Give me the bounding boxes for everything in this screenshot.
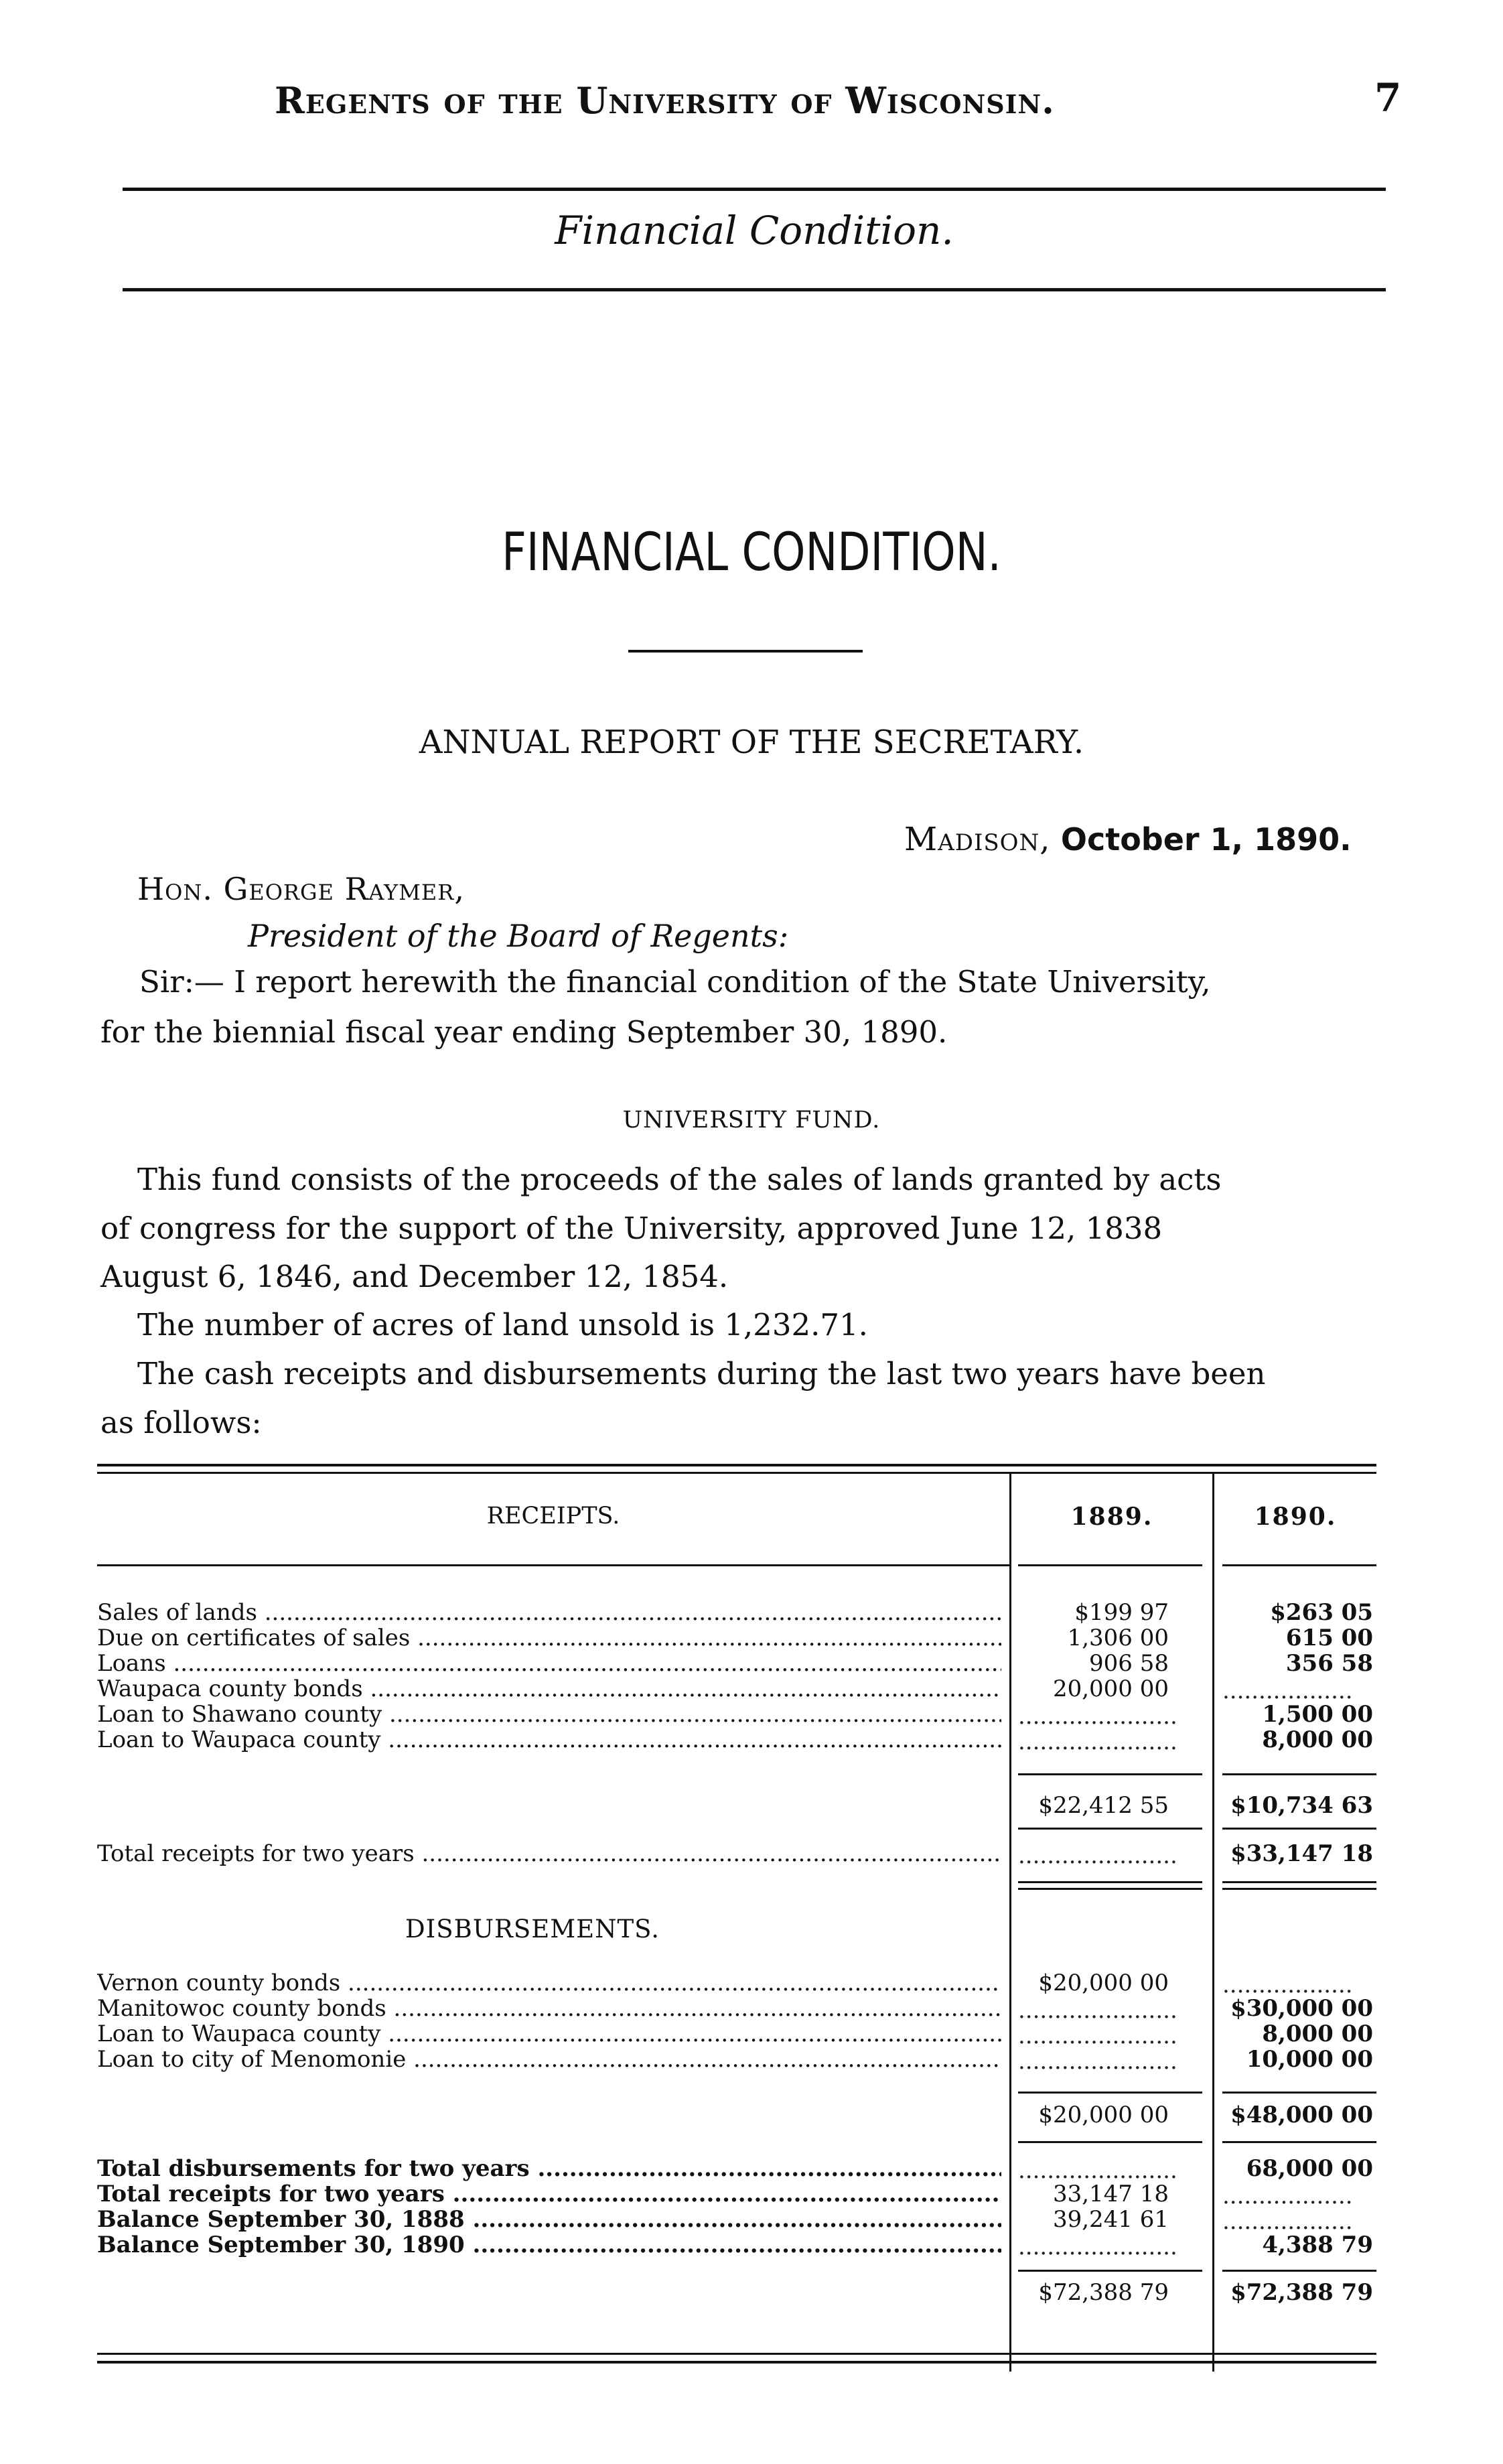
receipt-row-1889: 1,306 00	[1067, 1625, 1169, 1651]
disbursement-row-label: Loan to city of Menomonie .....	[97, 2048, 1001, 2072]
receipts-subtotal-1890: $10,734 63	[1230, 1792, 1373, 1819]
grand-rule-1890	[1222, 2270, 1376, 2272]
table-rule-bottom-1	[97, 2353, 1376, 2355]
head-rule-bottom	[123, 288, 1386, 291]
header-rule-1890	[1222, 1564, 1376, 1566]
disbursement-row-1890: 10,000 00	[1246, 2046, 1373, 2073]
disbursement-row-label: Vernon county bonds .....	[97, 1972, 1001, 1996]
disbursement-row-1889-empty: ......................	[1018, 1997, 1177, 2024]
disb-sub-rule-1889	[1018, 2092, 1202, 2094]
header-receipts: RECEIPTS.	[486, 1503, 620, 1529]
col-divider-2	[1212, 1474, 1214, 2372]
disbursements-title: DISBURSEMENTS.	[405, 1915, 660, 1943]
addressee-position: President of the Board of Regents:	[248, 918, 789, 954]
subhead: Financial Condition.	[555, 208, 954, 253]
total-receipts-1890: $33,147 18	[1230, 1840, 1373, 1867]
grand-total-1890: $72,388 79	[1230, 2279, 1373, 2306]
total-receipts-rule2-1889	[1018, 1888, 1202, 1890]
disbursement-row-label: Loan to Waupaca county .....	[97, 2023, 1001, 2047]
receipt-row-label: Loan to Waupaca county .....	[97, 1728, 1001, 1753]
disbursement-row-1889-empty: ......................	[1018, 2023, 1177, 2049]
header-1890: 1890.	[1254, 1503, 1337, 1531]
receipt-row-1890: 356 58	[1285, 1650, 1373, 1677]
summary-row-1890-empty: ..................	[1222, 2208, 1353, 2235]
receipt-row-label: Loans .....	[97, 1652, 1001, 1676]
fund-line-2: of congress for the support of the University, approved June 12, 1838	[100, 1211, 1163, 1246]
addressee-name: Hon. George Raymer,	[137, 871, 465, 907]
report-title: ANNUAL REPORT OF THE SECRETARY.	[419, 724, 1084, 761]
header-rule-1889	[1018, 1564, 1202, 1566]
receipt-row-1889: 906 58	[1089, 1650, 1169, 1677]
disbursement-row-1890: 8,000 00	[1262, 2021, 1373, 2047]
receipt-row-1890: 1,500 00	[1262, 1701, 1373, 1728]
table-rule-bottom-2	[97, 2361, 1376, 2364]
receipts-sub-rule-1889	[1018, 1773, 1202, 1775]
cash-line-2: as follows:	[100, 1405, 262, 1440]
disbursement-row-1890: $30,000 00	[1230, 1995, 1373, 2022]
receipt-row-1890: 615 00	[1285, 1625, 1373, 1651]
disb-sub-rule2-1890	[1222, 2141, 1376, 2143]
header-1889: 1889.	[1070, 1503, 1153, 1531]
receipt-row-label: Loan to Shawano county .....	[97, 1703, 1001, 1727]
summary-row-1889-empty: ......................	[1018, 2234, 1177, 2260]
section-title: UNIVERSITY FUND.	[622, 1107, 881, 1134]
fund-line-3: August 6, 1846, and December 12, 1854.	[100, 1259, 729, 1294]
disbursement-row-1889: $20,000 00	[1038, 1970, 1169, 1996]
table-rule-top-2	[97, 1472, 1376, 1474]
receipt-row-label: Waupaca county bonds .....	[97, 1678, 1001, 1702]
summary-row-1890: 68,000 00	[1246, 2155, 1373, 2182]
table-rule-top-1	[97, 1464, 1376, 1466]
disbursements-subtotal-1889: $20,000 00	[1038, 2102, 1169, 2128]
dateline	[904, 821, 1352, 858]
head-rule-top	[123, 188, 1386, 191]
disb-sub-rule2-1889	[1018, 2141, 1202, 2143]
col-divider-1	[1009, 1474, 1011, 2372]
receipt-row-1890: 8,000 00	[1262, 1726, 1373, 1753]
total-receipts-1889-empty: ......................	[1018, 1842, 1177, 1869]
page-number: 7	[1374, 75, 1402, 121]
grand-rule-1889	[1018, 2270, 1202, 2272]
receipts-subtotal-1889: $22,412 55	[1038, 1792, 1169, 1819]
total-receipts-label: Total receipts for two years .....	[97, 1842, 1001, 1866]
summary-row-label: Balance September 30, 1888 .....	[97, 2208, 1001, 2232]
summary-row-label: Balance September 30, 1890 .....	[97, 2234, 1001, 2258]
cash-line-1: The cash receipts and disbursements during the last two years have been	[137, 1356, 1266, 1391]
summary-row-1890-empty: ..................	[1222, 2183, 1353, 2209]
disb-sub-rule-1890	[1222, 2092, 1376, 2094]
receipt-row-1889: $199 97	[1074, 1599, 1169, 1626]
running-head: Regents of the University of Wisconsin.	[275, 79, 1055, 122]
disbursement-row-1889-empty: ......................	[1018, 2048, 1177, 2075]
acres-paragraph: The number of acres of land unsold is 1,232.71.	[137, 1307, 868, 1343]
summary-row-1889: 39,241 61	[1052, 2206, 1169, 2233]
summary-row-label: Total receipts for two years .....	[97, 2183, 1001, 2207]
disbursement-row-1890-empty: ..................	[1222, 1972, 1353, 1998]
receipt-row-label: Due on certificates of sales .....	[97, 1627, 1001, 1651]
header-rule-label	[97, 1564, 1009, 1566]
disbursement-row-label: Manitowoc county bonds .....	[97, 1997, 1001, 2021]
summary-row-1889-empty: ......................	[1018, 2157, 1177, 2184]
total-receipts-rule-1890	[1222, 1881, 1376, 1883]
dateline-date: October 1, 1890.	[1060, 821, 1352, 858]
title-rule	[628, 650, 863, 653]
summary-row-1889: 33,147 18	[1052, 2181, 1169, 2207]
receipt-row-1889-empty: ......................	[1018, 1703, 1177, 1730]
total-receipts-rule2-1890	[1222, 1888, 1376, 1890]
receipts-sub-rule2-1890	[1222, 1828, 1376, 1830]
summary-row-label: Total disbursements for two years .....	[97, 2157, 1001, 2181]
receipts-sub-rule-1890	[1222, 1773, 1376, 1775]
receipts-sub-rule2-1889	[1018, 1828, 1202, 1830]
receipt-row-1889: 20,000 00	[1052, 1675, 1169, 1702]
dateline-place: Madison,	[904, 821, 1051, 858]
page-title: FINANCIAL CONDITION.	[502, 523, 1001, 583]
fund-line-1: This fund consists of the proceeds of the sales of lands granted by acts	[137, 1162, 1222, 1197]
receipt-row-1890-empty: ..................	[1222, 1678, 1353, 1704]
salutation-line-1: Sir:— I report herewith the financial condition of the State University,	[139, 964, 1211, 1000]
salutation-line-2: for the biennial fiscal year ending September 30, 1890.	[100, 1014, 948, 1050]
grand-total-1889: $72,388 79	[1038, 2279, 1169, 2306]
receipt-row-1890: $263 05	[1270, 1599, 1373, 1626]
disbursements-subtotal-1890: $48,000 00	[1230, 2102, 1373, 2128]
summary-row-1890: 4,388 79	[1262, 2232, 1373, 2258]
total-receipts-rule-1889	[1018, 1881, 1202, 1883]
receipt-row-label: Sales of lands .....	[97, 1601, 1001, 1625]
receipt-row-1889-empty: ......................	[1018, 1728, 1177, 1755]
